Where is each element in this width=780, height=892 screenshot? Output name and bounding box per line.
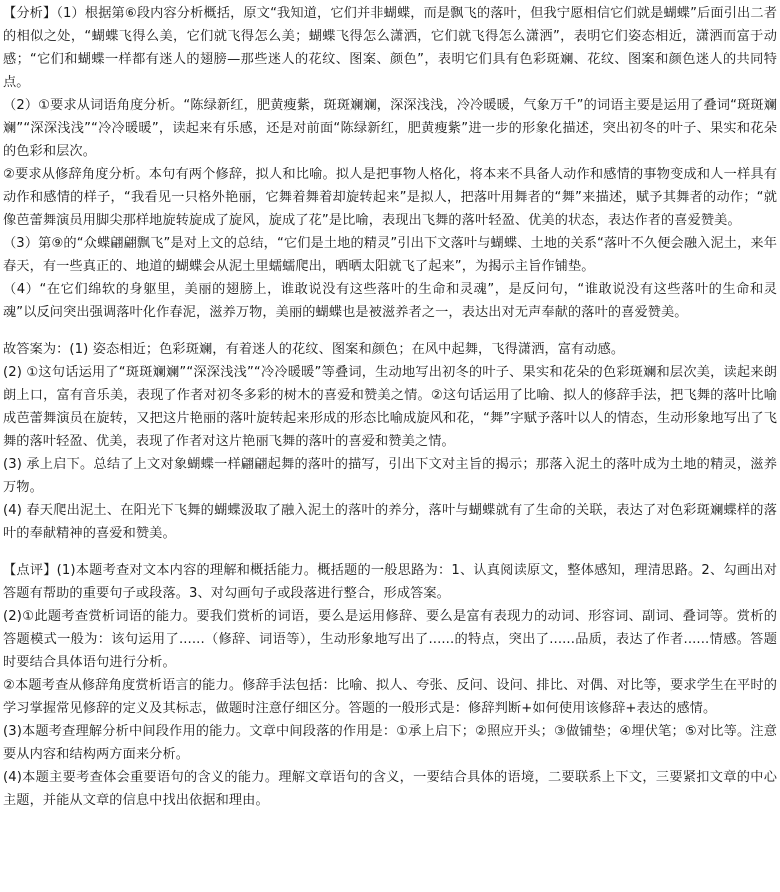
answer-paragraph-3: (3) 承上启下。总结了上文对象蝴蝶一样翩翩起舞的落叶的描写，引出下文对主旨的揭示；那落入泥土的落叶成为土地的精灵，滋养万物。: [3, 457, 777, 495]
analysis-paragraph-4: （4）“在它们绵软的身躯里，美丽的翅膀上，谁敢说没有这些落叶的生命和灵魂”，是反问句，“谁敢说没有这些落叶的生命和灵魂”以反问突出强调落叶化作春泥，滋养万物，美丽的蝴蝶也是被滋养者之一，表达出对无声奉献的落叶的喜爱赞美。: [3, 282, 777, 320]
answer-paragraph-1: 故答案为：(1) 姿态相近；色彩斑斓，有着迷人的花纹、图案和颜色；在风中起舞，飞得潇洒，富有动感。: [3, 342, 625, 357]
comment-paragraph-2-2: ②本题考查从修辞角度赏析语言的能力。修辞手法包括：比喻、拟人、夸张、反问、设问、排比、对偶、对比等，要求学生在平时的学习掌握常见修辞的定义及其标志，做题时注意仔细区分。答题的一般形式是：修辞判断+如何使用该修辞+表达的感情。: [3, 678, 777, 716]
analysis-paragraph-2-1: （2）①要求从词语角度分析。“陈绿新红，肥黄瘦紫，斑斑斓斓，深深浅浅，冷冷暖暖，气象万千”的词语主要是运用了叠词“斑斑斓斓”“深深浅浅”“冷冷暖暖”，读起来有乐感，还是对前面“陈绿新红，肥黄瘦紫”进一步的形象化描述，突出初冬的叶子、果实和花朵的色彩和层次。: [3, 98, 777, 159]
answer-section: [3, 338, 777, 545]
analysis-paragraph-1: 【分析】（1）根据第⑥段内容分析概括，原文“我知道，它们并非蝴蝶，而是飘飞的落叶，但我宁愿相信它们就是蝴蝶”后面引出二者的相似之处，“蝴蝶飞得么美，它们就飞得怎么美；蝴蝶飞得怎么潇洒，它们就飞得怎么潇洒”，表明它们姿态相近，潇洒而富于动感；“它们和蝴蝶一样都有迷人的翅膀—那些迷人的花纹、图案、颜色”，表明它们具有色彩斑斓、花纹、图案和颜色迷人的共同特点。: [3, 6, 777, 90]
analysis-paragraph-3: （3）第⑨的“众蝶翩翩飘飞”是对上文的总结，“它们是土地的精灵”引出下文落叶与蝴蝶、土地的关系“落叶不久便会融入泥土，来年春天，有一些真正的、地道的蝴蝶会从泥土里蠕蠕爬出，晒晒太阳就飞了起来”，为揭示主旨作铺垫。: [3, 236, 777, 274]
analysis-section: [3, 2, 777, 324]
comment-paragraph-4: (4)本题主要考查体会重要语句的含义的能力。理解文章语句的含义，一要结合具体的语境，二要联系上下文，三要紧扣文章的中心主题，并能从文章的信息中找出依据和理由。: [3, 770, 777, 808]
analysis-paragraph-2-2: ②要求从修辞角度分析。本句有两个修辞，拟人和比喻。拟人是把事物人格化，将本来不具备人动作和感情的事物变成和人一样具有动作和感情的样子，“我看见一只格外艳丽，它舞着舞着却旋转起来”是拟人，把落叶用舞者的“舞”来描述，赋予其舞者的动作；“就像芭蕾舞演员用脚尖那样地旋转旋成了旋风，旋成了花”是比喻，表现出飞舞的落叶轻盈、优美的状态，表达作者的喜爱赞美。: [3, 167, 777, 228]
answer-paragraph-4: (4) 春天爬出泥土、在阳光下飞舞的蝴蝶汲取了融入泥土的落叶的养分，落叶与蝴蝶就有了生命的关联，表达了对色彩斑斓蝶样的落叶的奉献精神的喜爱和赞美。: [3, 503, 777, 541]
comment-paragraph-2-1: (2)①此题考查赏析词语的能力。要我们赏析的词语，要么是运用修辞、要么是富有表现力的动词、形容词、副词、叠词等。赏析的答题模式一般为：该句运用了......（修辞、词语等），生动形象地写出了......的特点，突出了......品质，表达了作者......情感。答题时要结合具体语句进行分析。: [3, 609, 777, 670]
comment-section: [3, 559, 777, 812]
comment-paragraph-1: 【点评】(1)本题考查对文本内容的理解和概括能力。概括题的一般思路为：1、认真阅读原文，整体感知，理清思路。2、勾画出对答题有帮助的重要句子或段落。3、对勾画句子或段落进行整合，形成答案。: [3, 563, 777, 601]
answer-paragraph-2: (2) ①这句话运用了“斑斑斓斓”“深深浅浅”“冷冷暖暖”等叠词，生动地写出初冬的叶子、果实和花朵的色彩斑斓和层次美，读起来朗朗上口，富有音乐美，表现了作者对初冬多彩的树木的喜爱和赞美之情。②这句话运用了比喻、拟人的修辞手法，把飞舞的落叶比喻成芭蕾舞演员在旋转，又把这片艳丽的落叶旋转起来形成的形态比喻成旋风和花，“舞”字赋予落叶以人的情态，生动形象地写出了飞舞的落叶轻盈、优美，表现了作者对这片艳丽飞舞的落叶的喜爱和赞美之情。: [3, 365, 777, 449]
comment-paragraph-3: (3)本题考查理解分析中间段作用的能力。文章中间段落的作用是：①承上启下；②照应开头；③做铺垫；④埋伏笔；⑤对比等。注意要从内容和结构两方面来分析。: [3, 724, 777, 762]
